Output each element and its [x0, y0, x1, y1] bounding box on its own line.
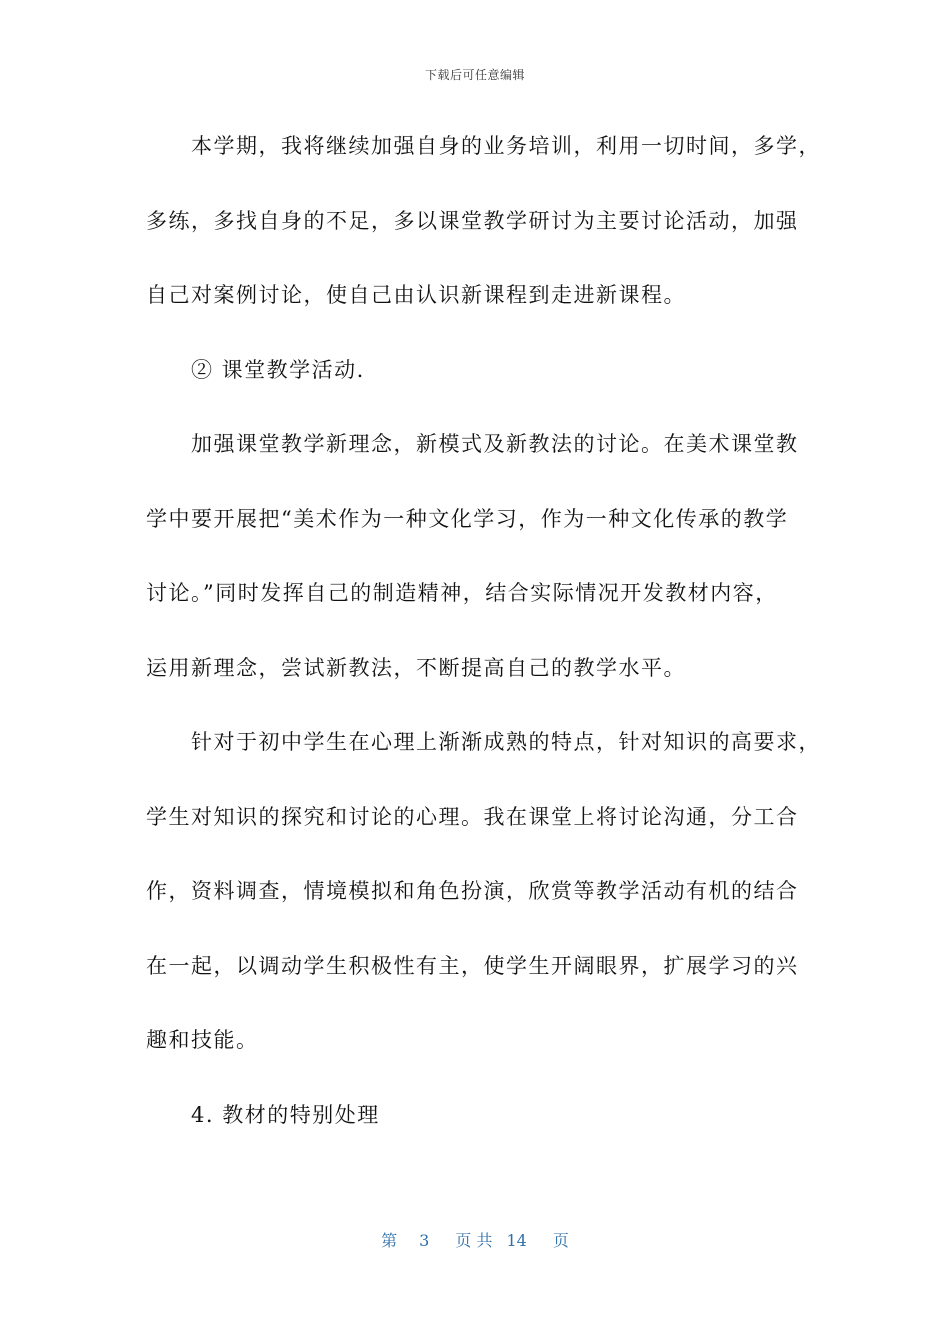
paragraph-line: 多练，多找自身的不足，多以课堂教学研讨为主要讨论活动，加强 — [146, 208, 799, 233]
paragraph-line: 学中要开展把“美术作为一种文化学习，作为一种文化传承的教学 — [146, 506, 789, 531]
section-heading: ② 课堂教学活动. — [191, 357, 365, 382]
paragraph-line: 作，资料调查，情境模拟和角色扮演，欣赏等教学活动有机的结合 — [146, 879, 799, 903]
document-body — [146, 126, 821, 1169]
page-total: 14 — [506, 1231, 527, 1250]
paragraph-line: 讨论。”同时发挥自己的制造精神，结合实际情况开发教材内容， — [146, 581, 778, 605]
paragraph-line: 学生对知识的探究和讨论的心理。我在课堂上将讨论沟通，分工合 — [146, 804, 799, 829]
section-heading: 4. 教材的特别处理 — [191, 1102, 380, 1127]
paragraph-line: 自己对案例讨论，使自己由认识新课程到走进新课程。 — [146, 283, 686, 307]
page-middle: 页 共 — [455, 1231, 493, 1250]
page-prefix: 第 — [381, 1231, 398, 1250]
paragraph-line: 加强课堂教学新理念，新模式及新教法的讨论。在美术课堂教 — [191, 432, 799, 456]
paragraph-line: 趣和技能。 — [146, 1028, 259, 1052]
paragraph-line: 运用新理念，尝试新教法，不断提高自己的教学水平。 — [146, 655, 686, 680]
paragraph-line: 针对于初中学生在心理上渐渐成熟的特点，针对知识的高要求， — [191, 730, 821, 754]
paragraph-line: 本学期，我将继续加强自身的业务培训，利用一切时间，多学， — [191, 134, 821, 158]
page-footer — [0, 1228, 950, 1251]
page-number: 3 — [419, 1231, 430, 1250]
paragraph-line: 在一起，以调动学生积极性有主，使学生开阔眼界，扩展学习的兴 — [146, 953, 799, 978]
page-header-note: 下载后可任意编辑 — [424, 68, 525, 82]
page-suffix: 页 — [552, 1231, 569, 1250]
